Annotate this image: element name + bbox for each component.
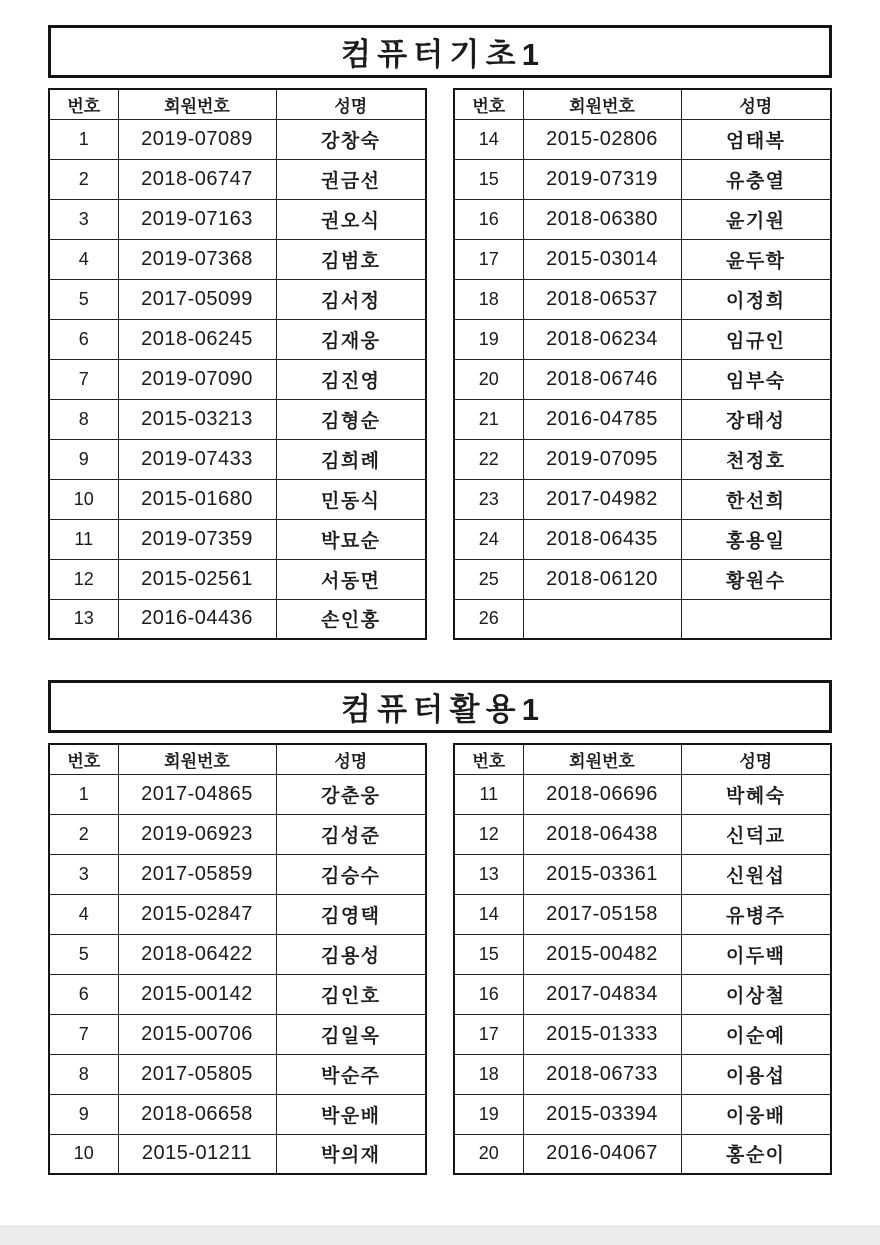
column-header: 성명: [681, 89, 831, 119]
table-row: [49, 854, 426, 894]
member-name-cell: 이용섭: [681, 1054, 831, 1094]
row-number-cell: 4: [49, 239, 118, 279]
table-row: [49, 119, 426, 159]
member-name-cell: 김일옥: [276, 1014, 426, 1054]
member-name-cell: 권금선: [276, 159, 426, 199]
member-name-cell: 윤두학: [681, 239, 831, 279]
member-name-cell: 권오식: [276, 199, 426, 239]
table-row: [49, 1134, 426, 1174]
header-row: [49, 744, 426, 774]
table-row: [49, 599, 426, 639]
row-number-cell: 7: [49, 1014, 118, 1054]
member-number-cell: 2018-06658: [118, 1094, 276, 1134]
member-number-cell: 2017-05859: [118, 854, 276, 894]
row-number-cell: 3: [49, 854, 118, 894]
member-number-cell: 2018-06422: [118, 934, 276, 974]
row-number-cell: 22: [454, 439, 523, 479]
member-number-cell: 2015-03213: [118, 399, 276, 439]
member-name-cell: 유병주: [681, 894, 831, 934]
member-number-cell: 2015-00482: [523, 934, 681, 974]
roster-tables-row: [48, 743, 832, 1175]
member-name-cell: 신덕교: [681, 814, 831, 854]
column-header: 번호: [454, 744, 523, 774]
row-number-cell: 2: [49, 814, 118, 854]
member-name-cell: 김승수: [276, 854, 426, 894]
member-number-cell: 2018-06120: [523, 559, 681, 599]
row-number-cell: 10: [49, 1134, 118, 1174]
table-row: [454, 519, 831, 559]
column-header: 성명: [681, 744, 831, 774]
table-row: [49, 239, 426, 279]
member-name-cell: 신원섭: [681, 854, 831, 894]
column-header: 성명: [276, 89, 426, 119]
member-name-cell: 이순예: [681, 1014, 831, 1054]
member-name-cell: 강춘웅: [276, 774, 426, 814]
member-number-cell: 2015-00706: [118, 1014, 276, 1054]
row-number-cell: 4: [49, 894, 118, 934]
table-row: [454, 934, 831, 974]
row-number-cell: 1: [49, 119, 118, 159]
row-number-cell: 6: [49, 319, 118, 359]
member-name-cell: 박순주: [276, 1054, 426, 1094]
column-header: 성명: [276, 744, 426, 774]
member-number-cell: 2018-06245: [118, 319, 276, 359]
table-row: [49, 359, 426, 399]
row-number-cell: 19: [454, 1094, 523, 1134]
table-row: [454, 1094, 831, 1134]
table-row: [49, 519, 426, 559]
member-number-cell: 2019-06923: [118, 814, 276, 854]
row-number-cell: 24: [454, 519, 523, 559]
section-title: 컴퓨터기초1: [341, 37, 546, 72]
member-name-cell: 박묘순: [276, 519, 426, 559]
table-row: [49, 159, 426, 199]
row-number-cell: 17: [454, 239, 523, 279]
member-name-cell: 임규인: [681, 319, 831, 359]
row-number-cell: 15: [454, 934, 523, 974]
column-header: 번호: [454, 89, 523, 119]
header-row: [454, 89, 831, 119]
table-row: [454, 1014, 831, 1054]
table-row: [49, 319, 426, 359]
member-name-cell: 임부숙: [681, 359, 831, 399]
table-row: [454, 319, 831, 359]
member-number-cell: 2015-01333: [523, 1014, 681, 1054]
table-row: [454, 599, 831, 639]
member-name-cell: 김진영: [276, 359, 426, 399]
member-name-cell: 윤기원: [681, 199, 831, 239]
member-name-cell: 김성준: [276, 814, 426, 854]
member-number-cell: 2017-05805: [118, 1054, 276, 1094]
table-row: [49, 1014, 426, 1054]
header-row: [49, 89, 426, 119]
row-number-cell: 17: [454, 1014, 523, 1054]
roster-tables-row: [48, 88, 832, 640]
column-header: 회원번호: [523, 744, 681, 774]
row-number-cell: 11: [454, 774, 523, 814]
member-name-cell: 김재웅: [276, 319, 426, 359]
table-row: [49, 974, 426, 1014]
table-row: [49, 279, 426, 319]
row-number-cell: 16: [454, 199, 523, 239]
roster-table-right: [453, 743, 832, 1175]
member-number-cell: 2018-06747: [118, 159, 276, 199]
member-number-cell: 2015-01680: [118, 479, 276, 519]
row-number-cell: 5: [49, 934, 118, 974]
row-number-cell: 21: [454, 399, 523, 439]
row-number-cell: 12: [454, 814, 523, 854]
table-row: [454, 399, 831, 439]
member-number-cell: 2019-07319: [523, 159, 681, 199]
member-name-cell: [681, 599, 831, 639]
member-number-cell: 2015-02847: [118, 894, 276, 934]
table-row: [454, 199, 831, 239]
section-title: 컴퓨터활용1: [341, 692, 546, 727]
member-name-cell: 박혜숙: [681, 774, 831, 814]
member-name-cell: 홍순이: [681, 1134, 831, 1174]
member-number-cell: 2015-03014: [523, 239, 681, 279]
row-number-cell: 3: [49, 199, 118, 239]
row-number-cell: 26: [454, 599, 523, 639]
table-row: [49, 814, 426, 854]
row-number-cell: 9: [49, 439, 118, 479]
table-row: [454, 1134, 831, 1174]
row-number-cell: 1: [49, 774, 118, 814]
member-name-cell: 박운배: [276, 1094, 426, 1134]
table-row: [454, 159, 831, 199]
member-number-cell: 2018-06537: [523, 279, 681, 319]
member-name-cell: 유충열: [681, 159, 831, 199]
row-number-cell: 18: [454, 279, 523, 319]
member-number-cell: 2018-06380: [523, 199, 681, 239]
member-name-cell: 엄태복: [681, 119, 831, 159]
table-row: [49, 1094, 426, 1134]
member-name-cell: 서동면: [276, 559, 426, 599]
table-row: [454, 359, 831, 399]
table-row: [454, 774, 831, 814]
member-number-cell: 2019-07090: [118, 359, 276, 399]
member-number-cell: 2017-04834: [523, 974, 681, 1014]
member-number-cell: 2018-06438: [523, 814, 681, 854]
row-number-cell: 12: [49, 559, 118, 599]
member-number-cell: 2015-02806: [523, 119, 681, 159]
member-number-cell: 2016-04067: [523, 1134, 681, 1174]
member-name-cell: 이상철: [681, 974, 831, 1014]
member-number-cell: 2017-05158: [523, 894, 681, 934]
member-number-cell: 2017-05099: [118, 279, 276, 319]
table-row: [454, 279, 831, 319]
table-row: [49, 479, 426, 519]
row-number-cell: 25: [454, 559, 523, 599]
scan-artifact-band: [0, 1225, 880, 1245]
member-name-cell: 이정희: [681, 279, 831, 319]
section-computer-basics: [48, 25, 832, 640]
member-number-cell: 2018-06435: [523, 519, 681, 559]
roster-table-left: [48, 743, 427, 1175]
section-title-box: [48, 25, 832, 78]
member-number-cell: 2018-06696: [523, 774, 681, 814]
row-number-cell: 14: [454, 894, 523, 934]
member-number-cell: 2015-03394: [523, 1094, 681, 1134]
row-number-cell: 6: [49, 974, 118, 1014]
row-number-cell: 20: [454, 359, 523, 399]
table-row: [454, 479, 831, 519]
header-row: [454, 744, 831, 774]
member-number-cell: 2019-07359: [118, 519, 276, 559]
member-number-cell: 2015-03361: [523, 854, 681, 894]
column-header: 번호: [49, 89, 118, 119]
member-number-cell: 2018-06746: [523, 359, 681, 399]
table-row: [49, 439, 426, 479]
table-row: [454, 119, 831, 159]
table-row: [454, 439, 831, 479]
row-number-cell: 5: [49, 279, 118, 319]
section-computer-applications: [48, 680, 832, 1175]
member-name-cell: 김영택: [276, 894, 426, 934]
table-row: [454, 974, 831, 1014]
row-number-cell: 13: [49, 599, 118, 639]
member-name-cell: 홍용일: [681, 519, 831, 559]
row-number-cell: 11: [49, 519, 118, 559]
row-number-cell: 16: [454, 974, 523, 1014]
row-number-cell: 14: [454, 119, 523, 159]
member-number-cell: 2015-02561: [118, 559, 276, 599]
row-number-cell: 13: [454, 854, 523, 894]
member-number-cell: 2017-04982: [523, 479, 681, 519]
member-number-cell: [523, 599, 681, 639]
member-name-cell: 손인홍: [276, 599, 426, 639]
row-number-cell: 8: [49, 1054, 118, 1094]
member-number-cell: 2018-06733: [523, 1054, 681, 1094]
column-header: 번호: [49, 744, 118, 774]
member-name-cell: 강창숙: [276, 119, 426, 159]
member-number-cell: 2016-04785: [523, 399, 681, 439]
member-name-cell: 한선희: [681, 479, 831, 519]
roster-table-left: [48, 88, 427, 640]
member-number-cell: 2017-04865: [118, 774, 276, 814]
member-name-cell: 김서정: [276, 279, 426, 319]
member-name-cell: 박의재: [276, 1134, 426, 1174]
member-name-cell: 김범호: [276, 239, 426, 279]
member-name-cell: 김인호: [276, 974, 426, 1014]
member-number-cell: 2019-07163: [118, 199, 276, 239]
table-row: [454, 1054, 831, 1094]
table-row: [454, 239, 831, 279]
member-name-cell: 황원수: [681, 559, 831, 599]
member-number-cell: 2019-07433: [118, 439, 276, 479]
table-row: [454, 559, 831, 599]
table-row: [49, 894, 426, 934]
member-number-cell: 2016-04436: [118, 599, 276, 639]
row-number-cell: 20: [454, 1134, 523, 1174]
table-row: [454, 814, 831, 854]
table-row: [49, 399, 426, 439]
section-title-box: [48, 680, 832, 733]
row-number-cell: 2: [49, 159, 118, 199]
row-number-cell: 18: [454, 1054, 523, 1094]
member-name-cell: 민동식: [276, 479, 426, 519]
row-number-cell: 15: [454, 159, 523, 199]
row-number-cell: 7: [49, 359, 118, 399]
member-name-cell: 김형순: [276, 399, 426, 439]
roster-table-right: [453, 88, 832, 640]
member-name-cell: 김희례: [276, 439, 426, 479]
table-row: [49, 934, 426, 974]
table-row: [49, 199, 426, 239]
member-name-cell: 장태성: [681, 399, 831, 439]
member-number-cell: 2015-01211: [118, 1134, 276, 1174]
table-row: [49, 559, 426, 599]
table-row: [49, 1054, 426, 1094]
table-row: [49, 774, 426, 814]
row-number-cell: 8: [49, 399, 118, 439]
column-header: 회원번호: [118, 744, 276, 774]
column-header: 회원번호: [118, 89, 276, 119]
row-number-cell: 19: [454, 319, 523, 359]
row-number-cell: 9: [49, 1094, 118, 1134]
member-name-cell: 이두백: [681, 934, 831, 974]
row-number-cell: 23: [454, 479, 523, 519]
row-number-cell: 10: [49, 479, 118, 519]
member-number-cell: 2019-07368: [118, 239, 276, 279]
member-number-cell: 2015-00142: [118, 974, 276, 1014]
table-row: [454, 894, 831, 934]
table-row: [454, 854, 831, 894]
column-header: 회원번호: [523, 89, 681, 119]
member-number-cell: 2019-07089: [118, 119, 276, 159]
member-number-cell: 2018-06234: [523, 319, 681, 359]
member-number-cell: 2019-07095: [523, 439, 681, 479]
member-name-cell: 천정호: [681, 439, 831, 479]
member-name-cell: 김용성: [276, 934, 426, 974]
member-name-cell: 이웅배: [681, 1094, 831, 1134]
